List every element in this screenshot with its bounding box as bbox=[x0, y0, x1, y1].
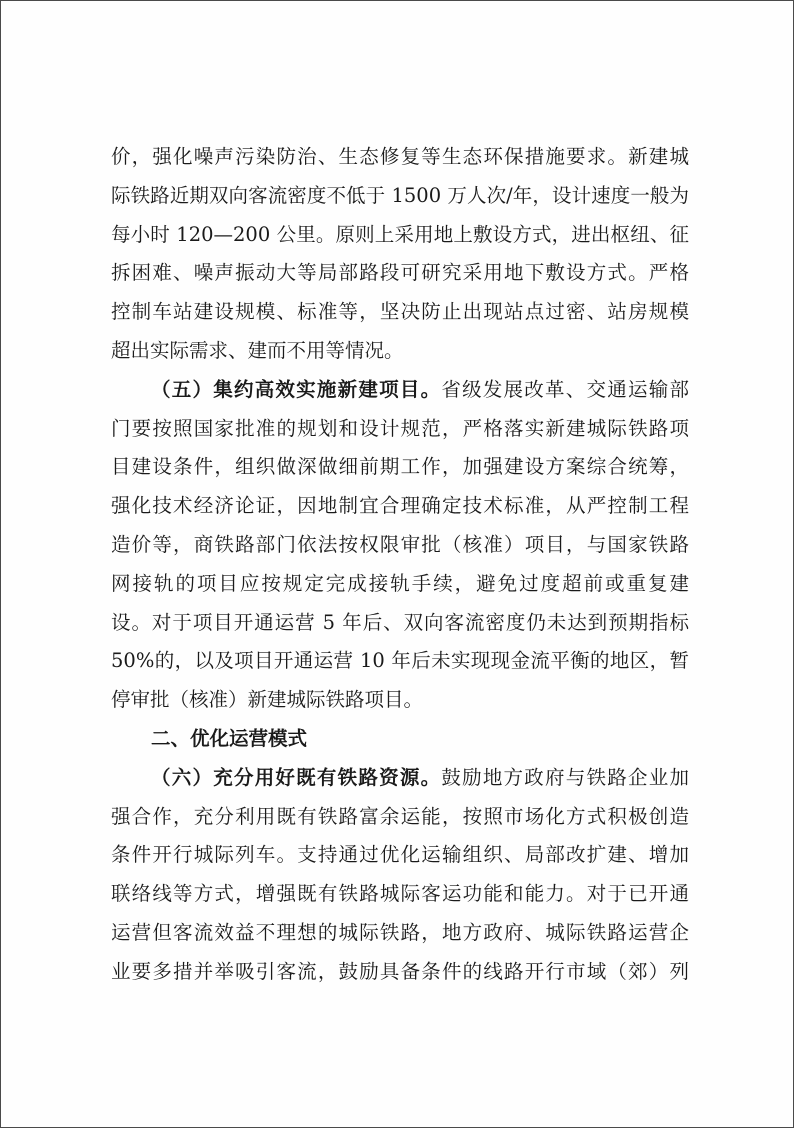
document-body bbox=[111, 138, 689, 992]
text-line: 强化技术经济论证，因地制宜合理确定技术标准，从严控制工程 bbox=[111, 494, 689, 518]
section-heading: 二、优化运营模式 bbox=[151, 726, 308, 750]
text-line: 目建设条件，组织做深做细前期工作，加强建设方案综合统筹， bbox=[111, 455, 689, 479]
text-line: 条件开行城际列车。支持通过优化运输组织、局部改扩建、增加 bbox=[111, 843, 689, 867]
section-5-title: （五）集约高效实施新建项目。 bbox=[151, 377, 442, 401]
text-line: 价，强化噪声污染防治、生态修复等生态环保措施要求。新建城 bbox=[111, 145, 689, 168]
text-line: 运营但客流效益不理想的城际铁路，地方政府、城际铁路运营企 bbox=[111, 920, 689, 944]
section-5-first-line bbox=[111, 371, 689, 410]
text-line: 强合作，充分利用既有铁路富余运能，按照市场化方式积极创造 bbox=[111, 804, 689, 828]
text-line: 50%的，以及项目开通运营 10 年后未实现现金流平衡的地区，暂 bbox=[111, 649, 689, 673]
text-line: 门要按照国家批准的规划和设计规范，严格落实新建城际铁路项 bbox=[111, 416, 689, 440]
text-line: 控制车站建设规模、标准等，坚决防止出现站点过密、站房规模 bbox=[111, 300, 689, 324]
text-line: 造价等，商铁路部门依法按权限审批（核准）项目，与国家铁路 bbox=[111, 532, 689, 556]
text-line: 设。对于项目开通运营 5 年后、双向客流密度仍未达到预期指标 bbox=[111, 610, 689, 634]
section-5-first-text: 省级发展改革、交通运输部 bbox=[441, 377, 689, 401]
text-line: 拆困难、噪声振动大等局部路段可研究采用地下敷设方式。严格 bbox=[111, 261, 689, 285]
section-6-first-line bbox=[111, 759, 689, 798]
section-6-first-text: 鼓励地方政府与铁路企业加 bbox=[441, 765, 689, 789]
text-line: 网接轨的项目应按规定完成接轨手续，避免过度超前或重复建 bbox=[111, 571, 689, 595]
text-line: 每小时 120—200 公里。原则上采用地上敷设方式，进出枢纽、征 bbox=[111, 222, 689, 246]
text-line: 联络线等方式，增强既有铁路城际客运功能和能力。对于已开通 bbox=[111, 882, 689, 906]
text-line: 际铁路近期双向客流密度不低于 1500 万人次/年，设计速度一般为 bbox=[111, 183, 689, 207]
text-line: 超出实际需求、建而不用等情况。 bbox=[111, 338, 404, 362]
text-line: 业要多措并举吸引客流，鼓励具备条件的线路开行市域（郊）列 bbox=[111, 959, 689, 983]
text-line: 停审批（核准）新建城际铁路项目。 bbox=[111, 688, 424, 712]
section-6-title: （六）充分用好既有铁路资源。 bbox=[151, 765, 442, 789]
